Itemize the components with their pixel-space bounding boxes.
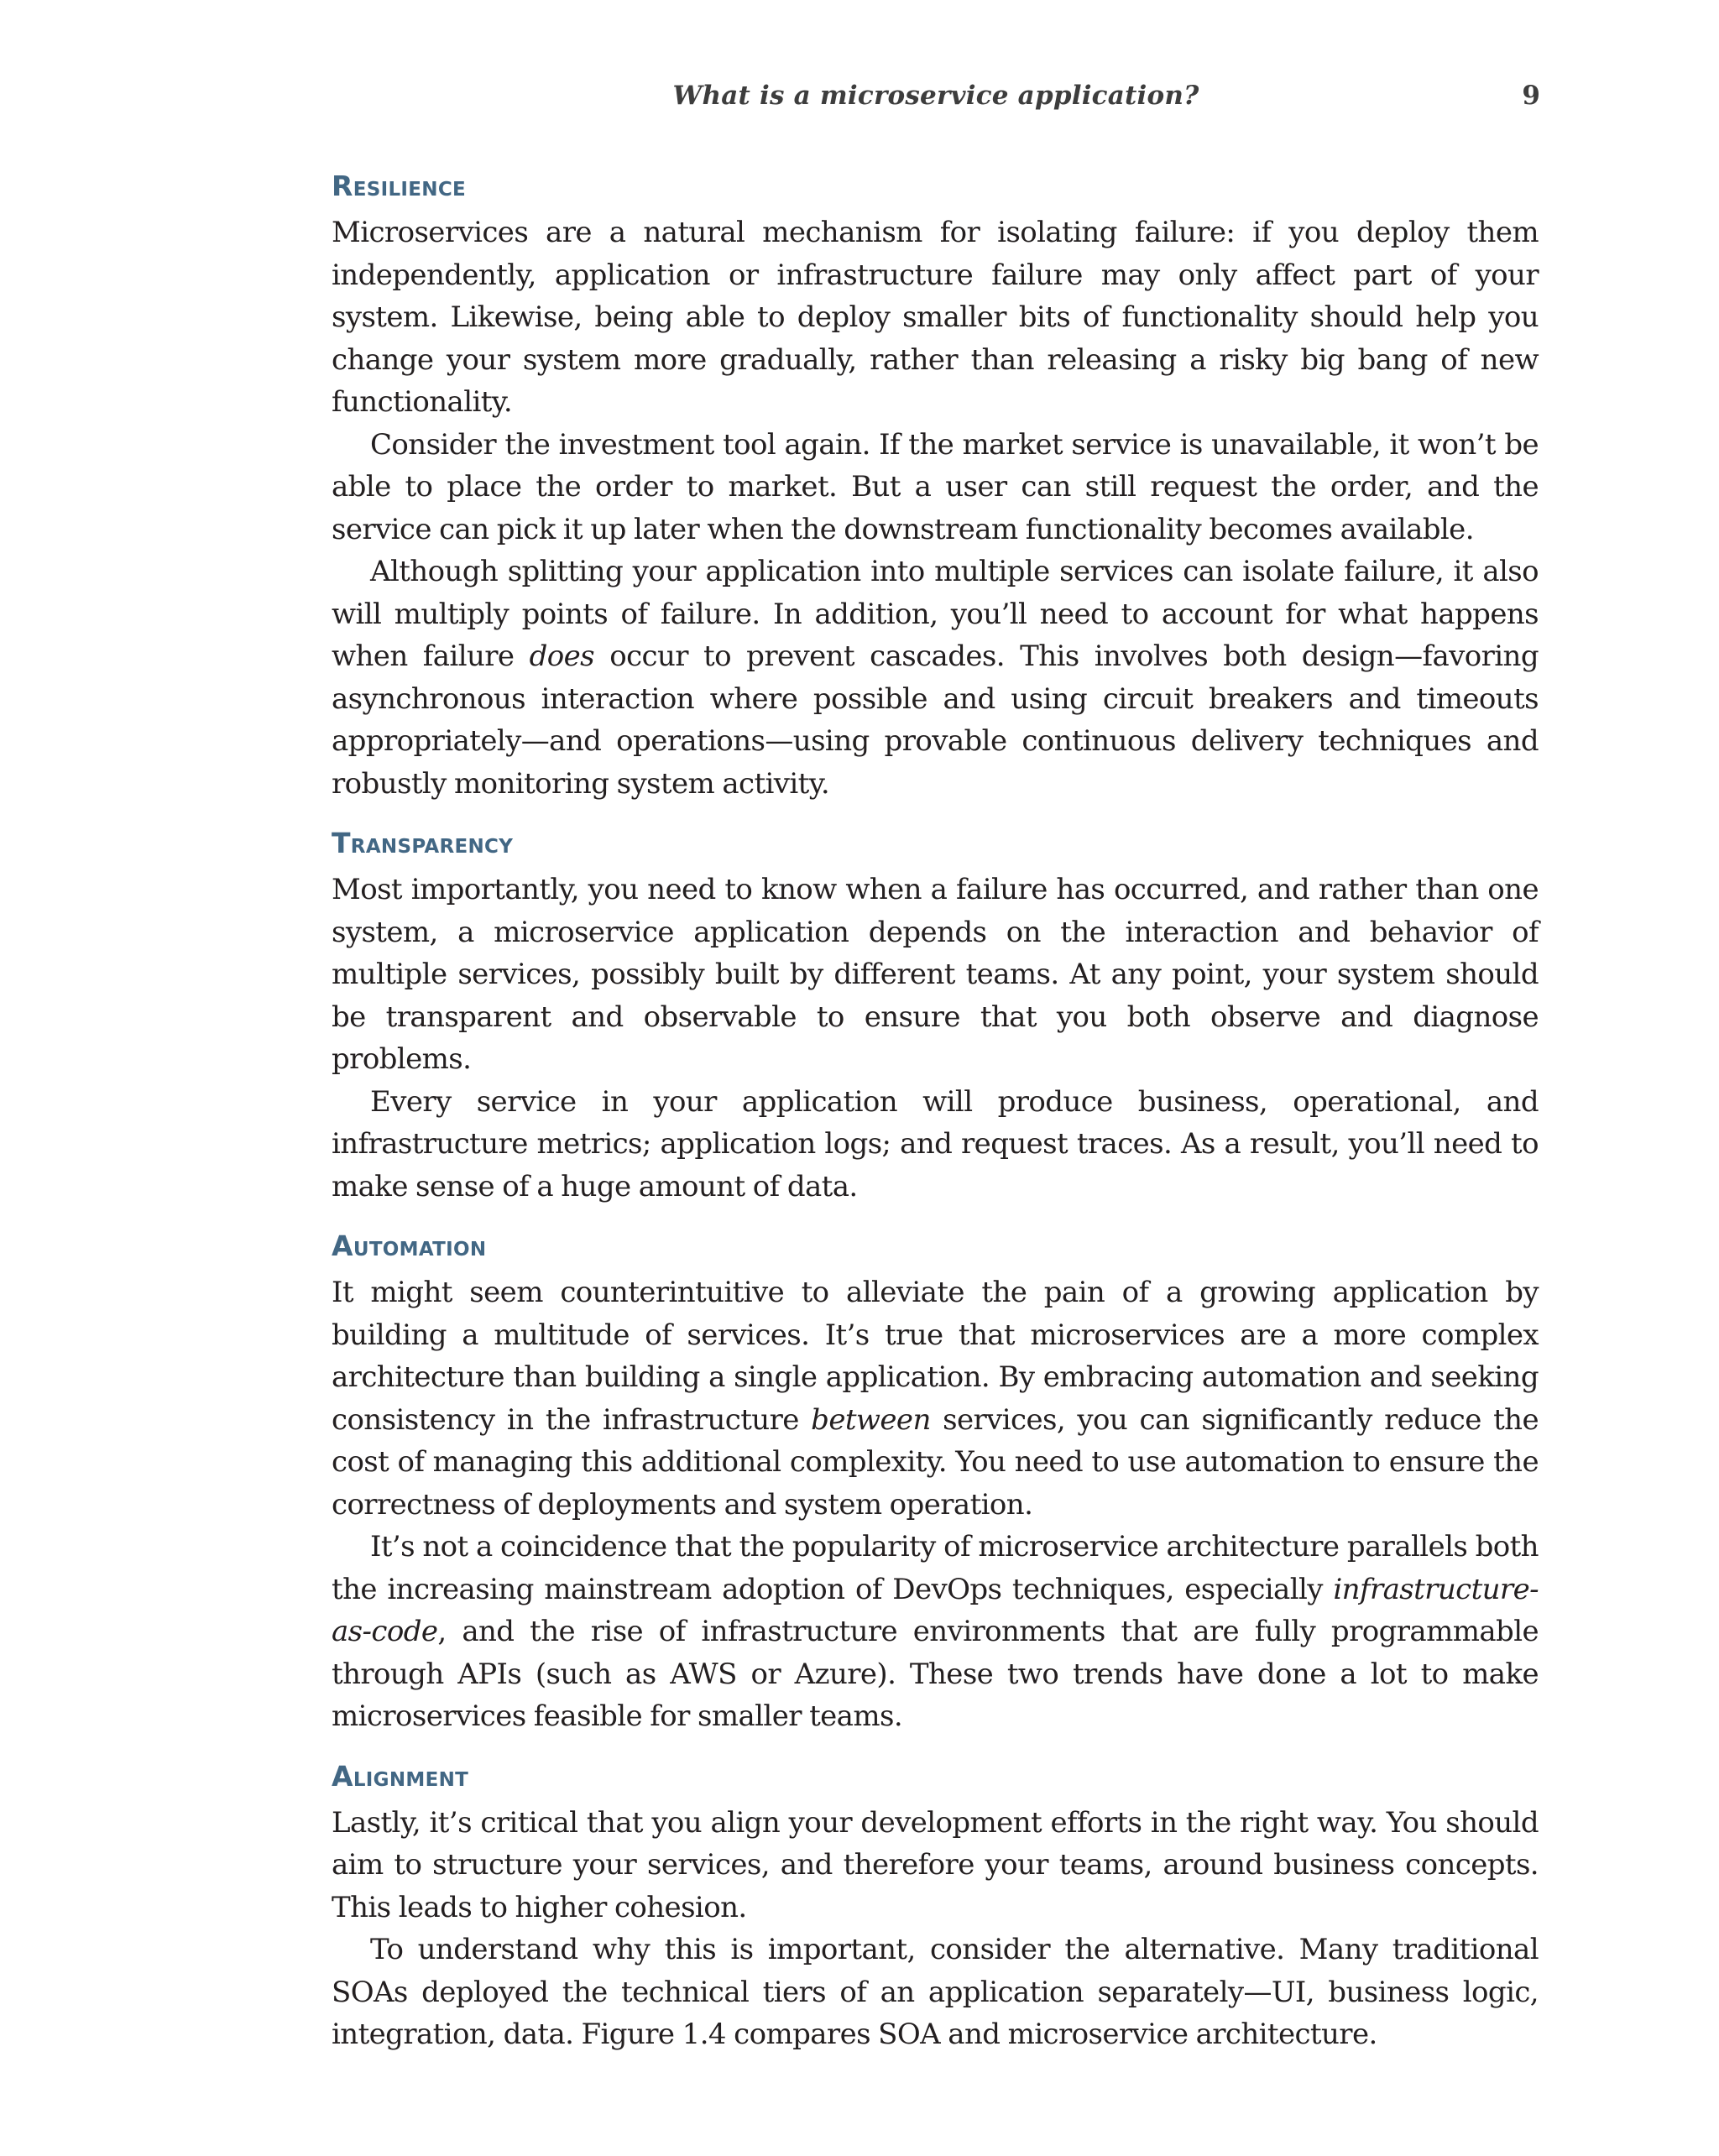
paragraph: Consider the investment tool again. If the market service is unavailable, it won’t be able to place the order to market. But a user can still request the order, and the service can pick it up later when the downstream functionality becomes available. <box>332 427 1539 546</box>
running-head <box>332 81 1540 123</box>
paragraph: Every service in your application will produce business, operational, and infrastructure metrics; application logs; and request traces. As a result, you’ll need to make sense of a huge amount of data. <box>332 1084 1539 1203</box>
section-heading-resilience: Resilience <box>332 170 467 202</box>
paragraph-text: It might seem counterintuitive to alleviate the pain of a growing application by building a multitude of services. It’s true that microservices are a more complex architecture than building a single application. By embracing automation and seeking consistency in the infrastructure <box>332 1276 1539 1437</box>
emphasis: infrastructure-as-code <box>332 1572 1539 1648</box>
section-heading-alignment: Alignment <box>332 1759 469 1793</box>
emphasis: between <box>811 1402 931 1437</box>
paragraph-text: Although splitting your application into multiple services can isolate failure, it also will multiply points of failure. In addition, you’ll need to account for what happens when failure <box>332 555 1539 673</box>
paragraph: Microservices are a natural mechanism for isolating failure: if you deploy them independently, application or infrastructure failure may only affect part of your system. Likewise, being able to deploy smaller bits of functionality should help you change your system more gradually, rather than releasing a risky big bang of new functionality. <box>332 216 1539 419</box>
section-heading-transparency: Transparency <box>332 827 514 859</box>
paragraph <box>332 1526 1539 1738</box>
running-title: What is a microservice application? <box>672 81 1199 111</box>
paragraph <box>332 1271 1539 1526</box>
paragraph-text: It’s not a coincidence that the popularity of microservice architecture parallels both the increasing mainstream adoption of DevOps techniques, especially <box>332 1530 1539 1606</box>
paragraph: Lastly, it’s critical that you align your development efforts in the right way. You should aim to structure your services, and therefore your teams, around business concepts. This leads to higher cohesion. <box>332 1805 1539 1924</box>
paragraph-text: services, you can significantly reduce the cost of managing this additional complexity. You need to use automation to ensure the correctness of deployments and system operation. <box>332 1402 1539 1522</box>
paragraph-text: occur to prevent cascades. This involves both design—favoring asynchronous interaction where possible and using circuit breakers and timeouts appropriately—and operations—using provable continuous delivery techniques and robustly monitoring system activity. <box>332 639 1539 801</box>
page-body <box>332 168 1539 2056</box>
page-number: 9 <box>1522 81 1540 111</box>
paragraph <box>332 551 1539 805</box>
paragraph-text: , and the rise of infrastructure environments that are fully programmable through APIs (such as AWS or Azure). These two trends have done a lot to make microservices feasible for smaller teams. <box>332 1615 1539 1733</box>
emphasis: does <box>529 639 595 673</box>
paragraph: Most importantly, you need to know when a failure has occurred, and rather than one system, a microservice application depends on the interaction and behavior of multiple services, possibly built by different teams. At any point, your system should be transparent and observable to ensure that you both observe and diagnose problems. <box>332 873 1539 1076</box>
section-heading-automation: Automation <box>332 1229 487 1262</box>
paragraph: To understand why this is important, consider the alternative. Many traditional SOAs deployed the technical tiers of an application separately—UI, business logic, integration, data. Figure 1.4 compares SOA and microservice architecture. <box>332 1933 1539 2051</box>
